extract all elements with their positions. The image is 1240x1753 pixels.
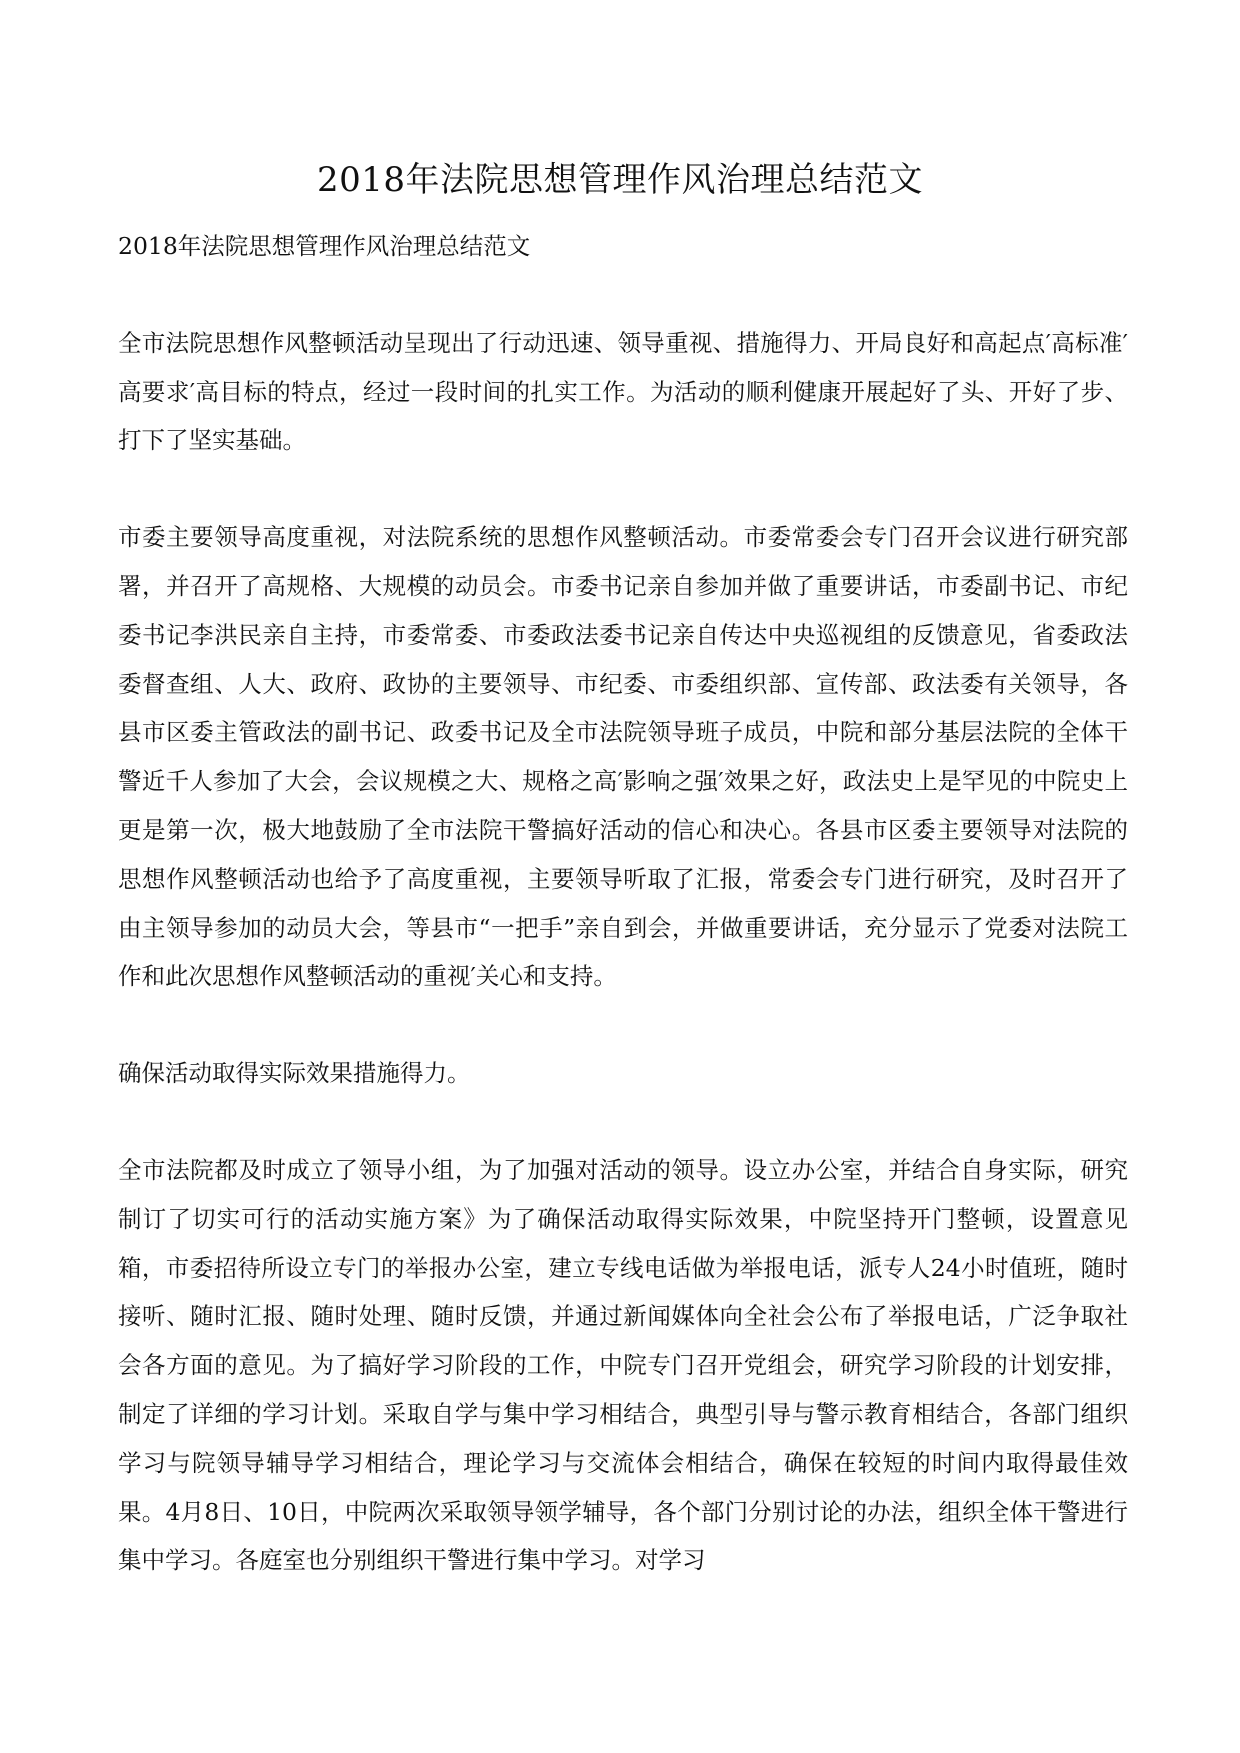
subtitle-line: 2018年法院思想管理作风治理总结范文	[118, 232, 531, 260]
document-body	[118, 222, 1128, 1585]
paragraph: 市委主要领导高度重视，对法院系统的思想作风整顿活动。市委常委会专门召开会议进行研究部署，并召开了高规格、大规模的动员会。市委书记亲自参加并做了重要讲话，市委副书记、市纪委书记李洪民亲自主持，市委常委、市委政法委书记亲自传达中央巡视组的反馈意见，省委政法委督查组、人大、政府、政协的主要领导、市纪委、市委组织部、宣传部、政法委有关领导，各县市区委主管政法的副书记、政委书记及全市法院领导班子成员，中院和部分基层法院的全体干警近千人参加了大会，会议规模之大、规格之高′影响之强′效果之好，政法史上是罕见的中院史上更是第一次，极大地鼓励了全市法院干警搞好活动的信心和决心。各县市区委主要领导对法院的思想作风整顿活动也给予了高度重视，主要领导听取了汇报，常委会专门进行研究，及时召开了由主领导参加的动员大会，等县市“一把手”亲自到会，并做重要讲话，充分显示了党委对法院工作和此次思想作风整顿活动的重视′关心和支持。	[118, 523, 1128, 991]
paragraph: 全市法院思想作风整顿活动呈现出了行动迅速、领导重视、措施得力、开局良好和高起点′高标准′高要求′高目标的特点，经过一段时间的扎实工作。为活动的顺利健康开展起好了头、开好了步、打下了坚实基础。	[118, 328, 1128, 455]
paragraph: 全市法院都及时成立了领导小组，为了加强对活动的领导。设立办公室，并结合自身实际，研究制订了切实可行的活动实施方案》为了确保活动取得实际效果，中院坚持开门整顿，设置意见箱，市委招待所设立专门的举报办公室，建立专线电话做为举报电话，派专人24小时值班，随时接听、随时汇报、随时处理、随时反馈，并通过新闻媒体向全社会公布了举报电话，广泛争取社会各方面的意见。为了搞好学习阶段的工作，中院专门召开党组会，研究学习阶段的计划安排，制定了详细的学习计划。采取自学与集中学习相结合，典型引导与警示教育相结合，各部门组织学习与院领导辅导学习相结合，理论学习与交流体会相结合，确保在较短的时间内取得最佳效果。4月8日、10日，中院两次采取领导领学辅导，各个部门分别讨论的办法，组织全体干警进行集中学习。各庭室也分别组织干警进行集中学习。对学习	[118, 1155, 1128, 1575]
paragraph: 确保活动取得实际效果措施得力。	[118, 1059, 471, 1088]
document-title: 2018年法院思想管理作风治理总结范文	[316, 160, 924, 200]
